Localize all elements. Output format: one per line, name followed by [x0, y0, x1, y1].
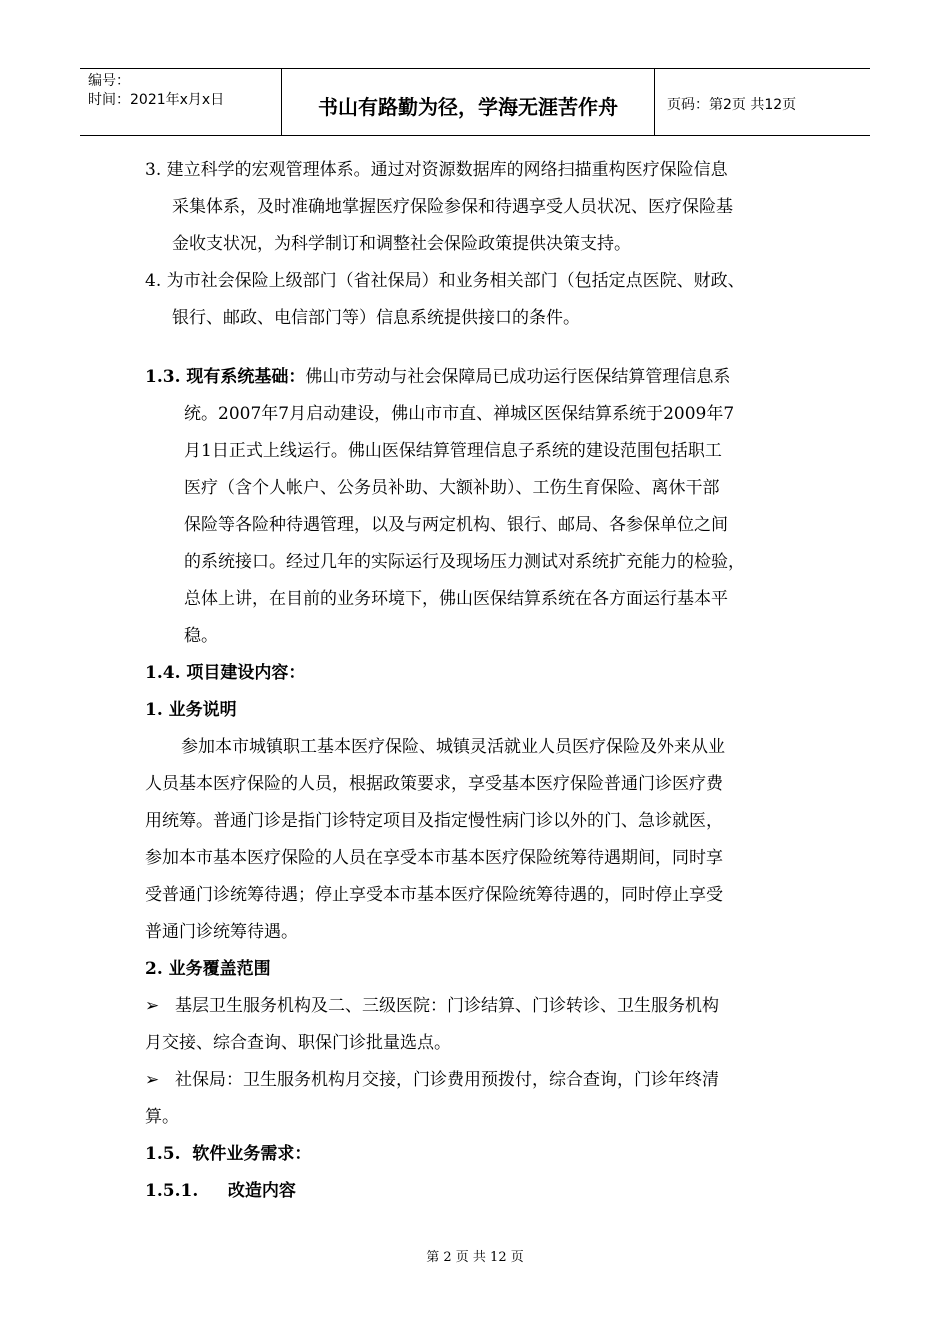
bullet-item [145, 988, 825, 1025]
page-footer: 第 2 页 共 12 页 [426, 1250, 524, 1265]
paragraph-line: 总体上讲，在目前的业务环境下，佛山医保结算系统在各方面运行基本平 [184, 589, 728, 609]
paragraph-line: 月1日正式上线运行。佛山医保结算管理信息子系统的建设范围包括职工 [184, 441, 722, 461]
section-1-3-text: 佛山市劳动与社会保障局已成功运行医保结算管理信息系 [305, 367, 731, 387]
paragraph-line: 保险等各险种待遇管理，以及与两定机构、银行、邮局、各参保单位之间 [184, 515, 728, 535]
paragraph-line: 参加本市城镇职工基本医疗保险、城镇灵活就业人员医疗保险及外来从业 [181, 737, 725, 757]
paragraph-line: 稳。 [184, 626, 218, 646]
list-item-line: 采集体系，及时准确地掌握医疗保险参保和待遇享受人员状况、医疗保险基 [172, 197, 733, 217]
subsection-business-desc-heading: 1. 业务说明 [145, 700, 237, 720]
bullet-text: 社保局：卫生服务机构月交接，门诊费用预拨付，综合查询，门诊年终清 [175, 1070, 719, 1090]
paragraph-line: 人员基本医疗保险的人员，根据政策要求，享受基本医疗保险普通门诊医疗费 [145, 774, 723, 794]
list-item-line: 银行、邮政、电信部门等）信息系统提供接口的条件。 [172, 308, 580, 328]
arrow-bullet-icon: ➢ [145, 996, 160, 1016]
list-item-line: 3. 建立科学的宏观管理体系。通过对资源数据库的网络扫描重构医疗保险信息 [145, 160, 728, 180]
serial-label: 编号： [88, 73, 130, 89]
section-1-4-heading: 1.4. 项目建设内容： [145, 663, 306, 683]
section-1-5 [145, 1136, 825, 1210]
section-1-5-heading: 1.5. 软件业务需求： [145, 1144, 312, 1164]
subsection-coverage-heading: 2. 业务覆盖范围 [145, 959, 271, 979]
section-1-5-1-heading: 1.5.1. 改造内容 [145, 1181, 296, 1201]
section-1-3 [145, 359, 825, 655]
paragraph-line: 用统筹。普通门诊是指门诊特定项目及指定慢性病门诊以外的门、急诊就医， [145, 811, 723, 831]
paragraph-line: 的系统接口。经过几年的实际运行及现场压力测试对系统扩充能力的检验， [184, 552, 745, 572]
bullet-text: 基层卫生服务机构及二、三级医院：门诊结算、门诊转诊、卫生服务机构 [175, 996, 719, 1016]
date-text: 时间：2021年x月x日 [88, 92, 225, 108]
arrow-bullet-icon: ➢ [145, 1070, 160, 1090]
paragraph-line: 普通门诊统筹待遇。 [145, 922, 298, 942]
paragraph-line: 参加本市基本医疗保险的人员在享受本市基本医疗保险统筹待遇期间，同时享 [145, 848, 723, 868]
document-body [145, 152, 825, 1210]
bullet-item [145, 1062, 825, 1099]
header-page-info: 页码：第2页 共12页 [667, 97, 797, 113]
list-item-3 [145, 152, 825, 263]
page-header [80, 68, 870, 136]
paragraph-line: 受普通门诊统筹待遇；停止享受本市基本医疗保险统筹待遇的，同时停止享受 [145, 885, 723, 905]
list-item-line: 金收支状况，为科学制订和调整社会保险政策提供决策支持。 [172, 234, 631, 254]
paragraph-line: 医疗（含个人帐户、公务员补助、大额补助）、工伤生育保险、离休干部 [184, 478, 720, 498]
bullet-continuation: 月交接、综合查询、职保门诊批量选点。 [145, 1033, 451, 1053]
section-1-3-heading: 1.3. 现有系统基础： [145, 367, 306, 387]
paragraph-line: 统。2007年7月启动建设，佛山市市直、禅城区医保结算系统于2009年7 [184, 404, 735, 424]
header-left-cell [80, 69, 282, 135]
header-motto: 书山有路勤为径，学海无涯苦作舟 [282, 69, 655, 135]
list-item-4 [145, 263, 825, 337]
bullet-continuation: 算。 [145, 1107, 179, 1127]
list-item-line: 4. 为市社会保险上级部门（省社保局）和业务相关部门（包括定点医院、财政、 [145, 271, 745, 291]
section-1-3-first-line [145, 359, 825, 396]
section-1-4 [145, 655, 825, 1136]
